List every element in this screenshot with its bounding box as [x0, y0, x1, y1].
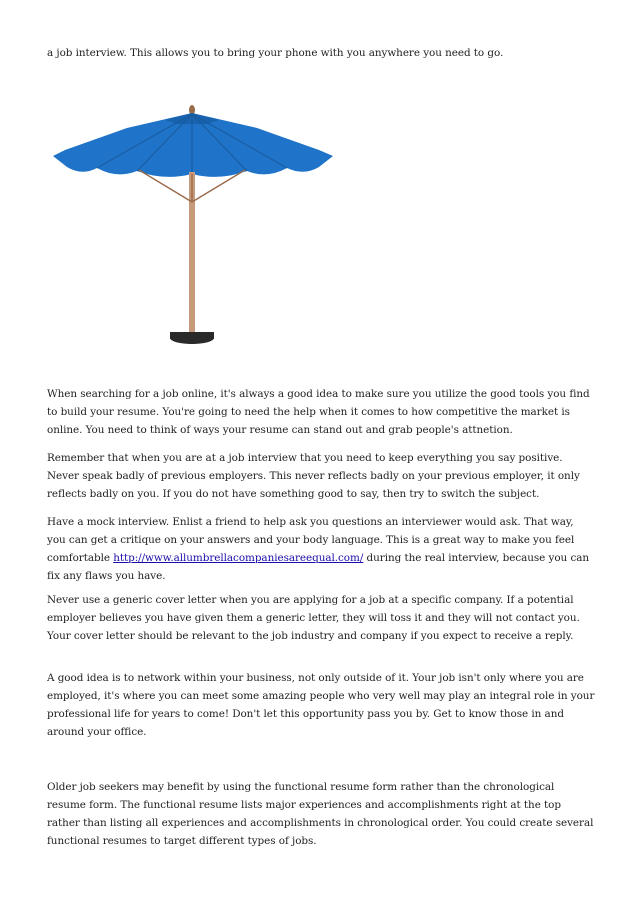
paragraph-job-search-tools: When searching for a job online, it's always a good idea to make sure you utilize the good tools you find to build your resume. You're going to need the help when it comes to how competitive the market is online. You need to think of ways your resume can stand out and grab people's attnetion. — [47, 388, 590, 436]
paragraph-mock-interview — [47, 513, 595, 585]
paragraph-network: A good idea is to network within your business, not only outside of it. Your job isn't only where you are employed, it's where you can meet some amazing people who very well may play an integral role in your professional life for years to come! Don't let this opportunity pass you by. Get to know those in and around your office. — [47, 672, 595, 738]
mock-interview-text-end: during the real interview, because you can fix any flaws you have. — [47, 552, 590, 582]
paragraph-stay-positive: Remember that when you are at a job interview that you need to keep everything you say positive. Never speak badly of previous employers. This never reflects badly on your previous employer, it only reflects badly on you. If you do not have something good to say, then try to switch the subject. — [47, 452, 580, 500]
patio-umbrella-image — [47, 84, 339, 372]
paragraph-cover-letter: Never use a generic cover letter when you are applying for a job at a specific company. If a potential employer believes you have given them a generic letter, they will toss it and they will not contact you. Your cover letter should be relevant to the job industry and company if you expect to receive a reply. — [47, 594, 580, 642]
mock-interview-text-start: Have a mock interview. Enlist a friend to help ask you questions an interviewer would ask. That way, you can get a critique on your answers and your body language. This is a great way to make you feel comfortable — [47, 516, 575, 564]
umbrella-companies-link[interactable]: http://www.allumbrellacompaniesareequal.com/ — [113, 552, 364, 564]
paragraph-functional-resume: Older job seekers may benefit by using the functional resume form rather than the chronological resume form. The functional resume lists major experiences and accomplishments right at the top rather than listing all experiences and accomplishments in chronological order. You could create several functional resumes to target different types of jobs. — [47, 781, 594, 847]
paragraph-intro-continuation: a job interview. This allows you to bring your phone with you anywhere you need to go. — [47, 47, 504, 59]
umbrella-illustration — [47, 84, 339, 372]
